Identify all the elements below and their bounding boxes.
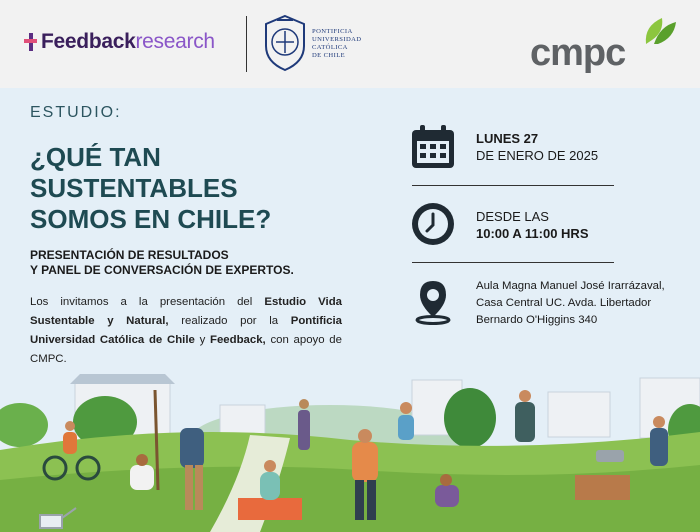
calendar-icon — [410, 124, 456, 170]
header-divider — [246, 16, 247, 72]
feedback-plus-icon — [24, 33, 38, 51]
page-title: ¿QUÉ TAN SUSTENTABLES SOMOS EN CHILE? — [30, 142, 272, 234]
uc-logo-text: PONTIFICIA UNIVERSIDAD CATÓLICA DE CHILE — [312, 28, 362, 59]
feedback-research-logo: Feedback research — [24, 30, 215, 54]
invitation-paragraph: Los invitamos a la presentación del Estudio Vida Sustentable y Natural, realizado por la Pontificia Universidad Católica de Chile y Feedback, con apoyo de CMPC. — [30, 296, 342, 365]
clock-icon — [410, 201, 456, 247]
uc-seal-icon — [262, 14, 308, 72]
info-divider — [412, 185, 614, 186]
location-pin-icon — [410, 279, 456, 325]
event-date: LUNES 27 DE ENERO DE 2025 — [476, 131, 599, 163]
event-time: DESDE LAS 10:00 A 11:00 HRS — [476, 209, 589, 241]
subtitle: PRESENTACIÓN DE RESULTADOS Y PANEL DE CONVERSACIÓN DE EXPERTOS. — [30, 248, 294, 277]
header-bar — [0, 0, 700, 88]
event-location: Aula Magna Manuel José Irarrázaval, Casa Central UC. Avda. Libertador Bernardo O'Higgins 340 — [476, 280, 665, 326]
eyebrow-label: ESTUDIO: — [30, 104, 122, 121]
info-divider — [412, 262, 614, 263]
cmpc-leaf-icon — [640, 14, 678, 46]
community-garden-illustration — [0, 370, 700, 532]
cmpc-logo: cmpc — [530, 32, 626, 74]
